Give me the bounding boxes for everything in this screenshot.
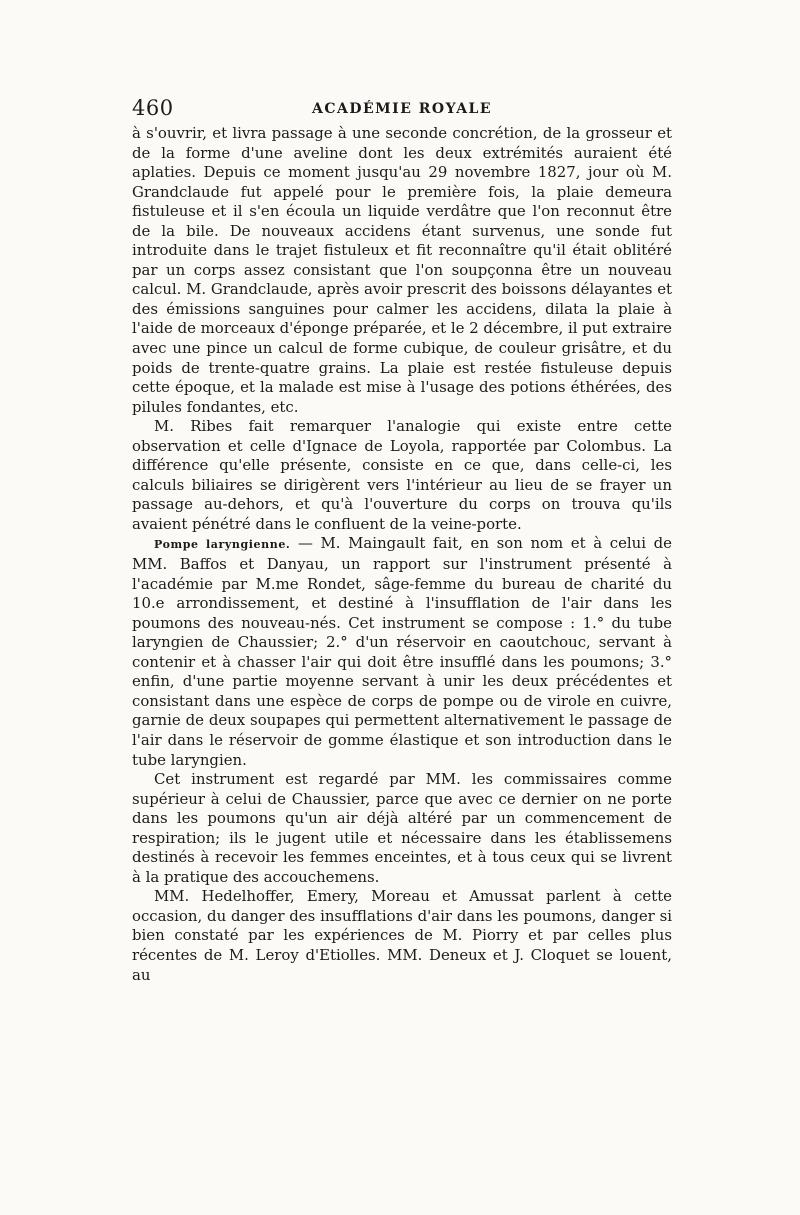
paragraph-text: — M. Maingault fait, en son nom et à celui de MM. Baffos et Danyau, un rapport sur l'instrument présenté à l'académie par M.me Rondet, sâge-femme du bureau de charité du 10.e arrondissement, et destiné à l'insufflation de l'air dans les poumons des nouveau-nés. Cet instrument se compose : 1.° du tube laryngien de Chaussier; 2.° d'un réservoir en caoutchouc, servant à contenir et à chasser l'air qui doit être insufflé dans les poumons; 3.° enfin, d'une partie moyenne servant à unir les deux précédentes et consistant dans une espèce de corps de pompe ou de virole en cuivre, garnie de deux soupapes qui permettent alternativement le passage de l'air dans le réservoir de gomme élastique et son introduction dans le tube laryngien. <box>132 534 672 769</box>
paragraph-text: Cet instrument est regardé par MM. les commissaires comme supérieur à celui de Chaussier, parce que avec ce dernier on ne porte dans les poumons qu'un air déjà altéré par un commencement de respiration; ils le jugent utile et nécessaire dans les établissemens destinés à recevoir les femmes enceintes, et à tous ceux qui se livrent à la pratique des accouchemens. <box>132 770 672 886</box>
section-heading: Pompe laryngienne. <box>154 538 291 552</box>
page-header <box>132 96 672 122</box>
paragraph-commissaires <box>132 770 672 887</box>
paragraph-text: MM. Hedelhoffer, Emery, Moreau et Amussat parlent à cette occasion, du danger des insufflations d'air dans les poumons, danger si bien constaté par les expériences de M. Piorry et par celles plus récentes de M. Leroy d'Etiolles. MM. Deneux et J. Cloquet se louent, au <box>132 887 672 984</box>
page-number: 460 <box>132 96 174 120</box>
paragraph-ribes-remark <box>132 417 672 534</box>
paragraph-insufflations <box>132 887 672 985</box>
paragraph-pompe-laryngienne <box>132 534 672 770</box>
paragraph-text: à s'ouvrir, et livra passage à une seconde concrétion, de la grosseur et de la forme d'une aveline dont les deux extrémités auraient été aplaties. Depuis ce moment jusqu'au 29 novembre 1827, jour où M. Grandclaude fut appelé pour le première fois, la plaie demeura fistuleuse et il s'en écoula un liquide verdâtre que l'on reconnut être de la bile. De nouveaux accidens étant survenus, une sonde fut introduite dans le trajet fistuleux et fit reconnaître qu'il était oblitéré par un corps assez consistant que l'on soupçonna être un nouveau calcul. M. Grandclaude, après avoir prescrit des boissons délayantes et des émissions sanguines pour calmer les accidens, dilata la plaie à l'aide de morceaux d'éponge préparée, et le 2 décembre, il put extraire avec une pince un calcul de forme cubique, de couleur grisâtre, et du poids de trente-quatre grains. La plaie est restée fistuleuse depuis cette époque, et la malade est mise à l'usage des potions éthérées, des pilules fondantes, etc. <box>132 124 672 416</box>
paragraph-calcul-extraction <box>132 124 672 417</box>
body-text <box>132 124 672 985</box>
running-head: ACADÉMIE ROYALE <box>312 101 493 117</box>
paragraph-text: M. Ribes fait remarquer l'analogie qui existe entre cette observation et celle d'Ignace de Loyola, rapportée par Colombus. La différence qu'elle présente, consiste en ce que, dans celle-ci, les calculs biliaires se dirigèrent vers l'intérieur au lieu de se frayer un passage au-dehors, et qu'à l'ouverture du corps on trouva qu'ils avaient pénétré dans le confluent de la veine-porte. <box>132 417 672 533</box>
